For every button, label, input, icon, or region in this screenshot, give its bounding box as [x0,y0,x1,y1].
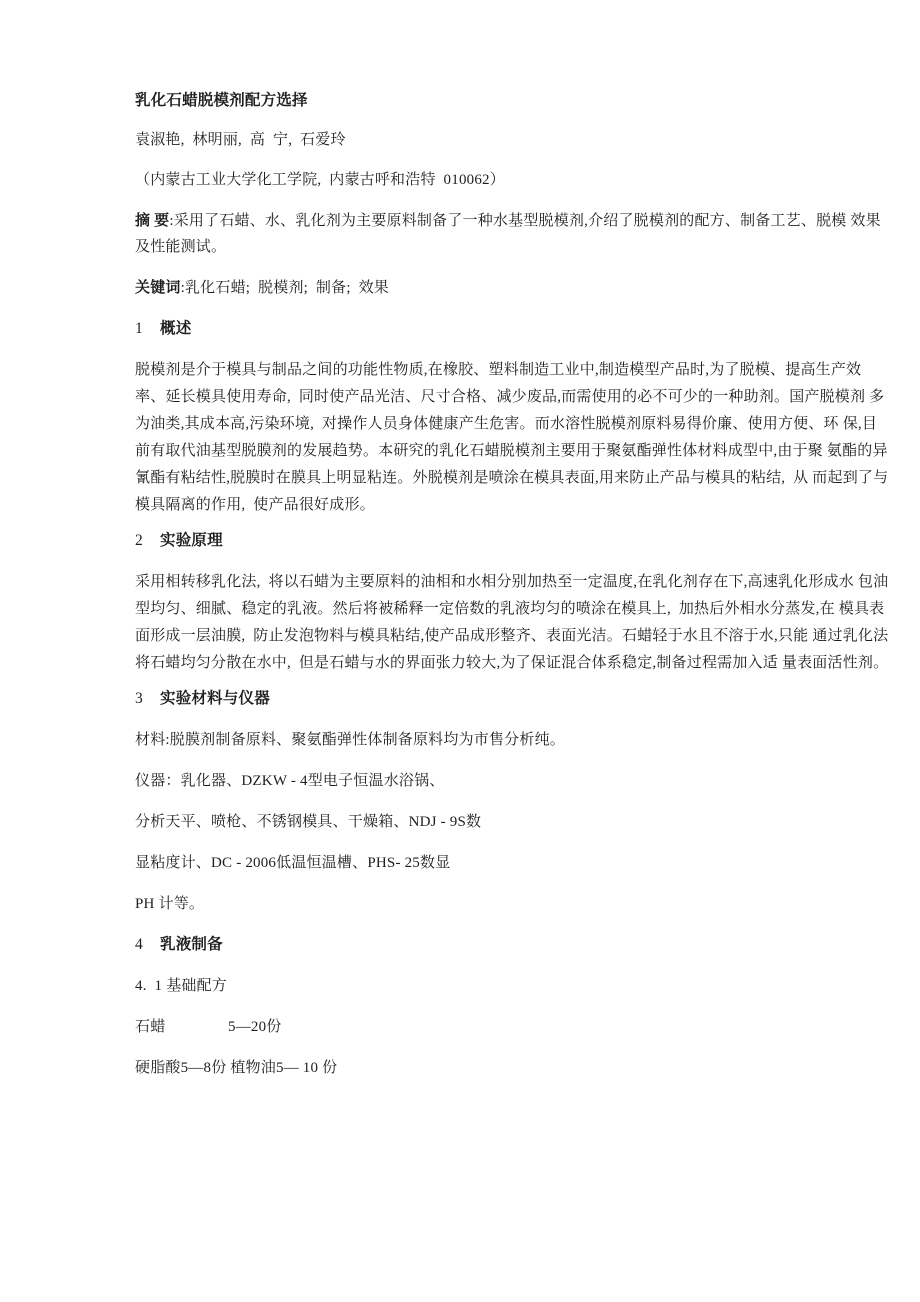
section-1-heading [135,316,892,342]
section-2-title: 实验原理 [160,532,223,549]
formula-paraffin-value: 5—20份 [228,1019,282,1035]
materials-line: 材料:脱膜剂制备原料、聚氨酯弹性体制备原料均为市售分析纯。 [135,732,565,748]
formula-paraffin-name: 石蜡 [135,1019,166,1035]
section-2-heading [135,528,892,554]
section-4-title: 乳液制备 [160,936,223,953]
affiliation-line: （内蒙古工业大学化工学院, 内蒙古呼和浩特 010062） [135,172,505,188]
section-1-number: 1 [135,320,143,337]
section-3-title: 实验材料与仪器 [160,690,270,707]
section-4-subheading: 4. 1 基础配方 [135,978,228,994]
section-2-body: 采用相转移乳化法, 将以石蜡为主要原料的油相和水相分别加热至一定温度,在乳化剂存在下,高速乳化形成水 包油型均匀、细腻、稳定的乳液。然后将被稀释一定倍数的乳液均匀的喷涂在模具上, 加热后外相水分蒸发,在 模具表面形成一层油膜, 防止发泡物料与模具粘结,使产品成形整齐、表面光洁。石蜡轻于水且不溶于水,只能 通过乳化法将石蜡均匀分散在水中, 但是石蜡与水的界面张力较大,为了保证混合体系稳定,制备过程需加入适 量表面活性剂。 [135,574,889,671]
authors-line: 袁淑艳, 林明丽, 高 宁, 石爱玲 [135,132,346,148]
formula-paraffin-line [135,1014,892,1040]
section-2-number: 2 [135,532,143,549]
formula-stearic-line: 硬脂酸5—8份 植物油5— 10 份 [135,1060,338,1076]
doc-title: 乳化石蜡脱模剂配方选择 [135,92,308,109]
abstract-text: :采用了石蜡、水、乳化剂为主要原料制备了一种水基型脱模剂,介绍了脱模剂的配方、制备工艺、脱模 效果及性能测试。 [135,213,881,255]
section-1-body: 脱模剂是介于模具与制品之间的功能性物质,在橡胶、塑料制造工业中,制造模型产品时,为了脱模、提高生产效 率、延长模具使用寿命, 同时使产品光洁、尺寸合格、减少废品,而需使用的必不可少的一种助剂。国产脱模剂 多为油类,其成本高,污染环境, 对操作人员身体健康产生危害。而水溶性脱模剂原料易得价廉、使用方便、环 保,目前有取代油基型脱膜剂的发展趋势。本研究的乳化石蜡脱模剂主要用于聚氨酯弹性体材料成型中,由于聚 氨酯的异氰酯有粘结性,脱膜时在膜具上明显粘连。外脱模剂是喷涂在模具表面,用来防止产品与模具的粘结, 从 而起到了与模具隔离的作用, 使产品很好成形。 [135,362,889,513]
section-1-title: 概述 [160,320,192,337]
keywords-text: :乳化石蜡; 脱模剂; 制备; 效果 [180,280,389,296]
section-3-heading [135,686,892,712]
instruments-line-1: 仪器：乳化器、DZKW - 4型电子恒温水浴锅、 [135,773,445,789]
abstract-paragraph [135,208,892,260]
section-4-heading [135,932,892,958]
section-4-number: 4 [135,936,143,953]
instruments-line-4: PH 计等。 [135,896,205,912]
instruments-line-2: 分析天平、喷枪、不锈钢模具、干燥箱、NDJ - 9S数 [135,814,482,830]
section-3-number: 3 [135,690,143,707]
keywords-paragraph [135,275,892,301]
instruments-line-3: 显粘度计、DC - 2006低温恒温槽、PHS- 25数显 [135,855,451,871]
abstract-label: 摘 要 [135,213,170,229]
keywords-label: 关键词 [135,280,181,296]
